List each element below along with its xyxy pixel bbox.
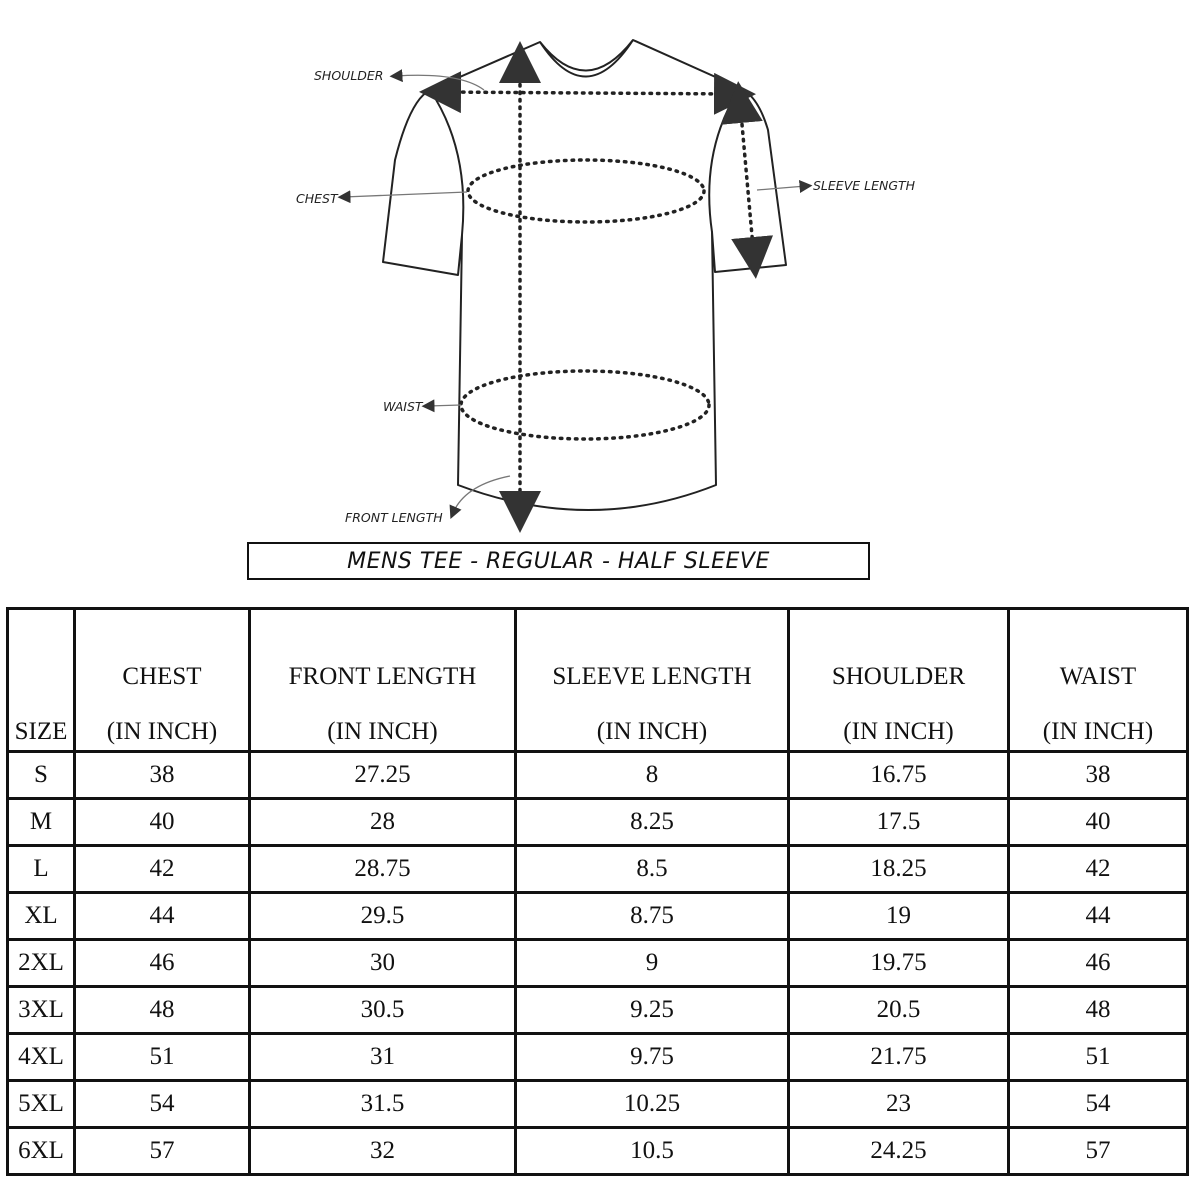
measurement-cell: 48: [1009, 987, 1188, 1034]
table-row: [8, 846, 1188, 893]
measurement-cell: 46: [1009, 940, 1188, 987]
header-waist: WAIST (IN INCH): [1009, 609, 1188, 752]
measurement-cell: 10.5: [516, 1128, 789, 1175]
size-cell: 4XL: [8, 1034, 75, 1081]
label-waist: WAIST: [383, 399, 423, 414]
measurement-cell: 18.25: [789, 846, 1009, 893]
measurement-guides: [440, 62, 754, 512]
measurement-cell: 8: [516, 752, 789, 799]
measurement-cell: 46: [75, 940, 250, 987]
table-row: [8, 1128, 1188, 1175]
label-shoulder: SHOULDER: [314, 68, 384, 83]
size-cell: S: [8, 752, 75, 799]
table-row: [8, 893, 1188, 940]
measurement-cell: 8.5: [516, 846, 789, 893]
measurement-cell: 8.25: [516, 799, 789, 846]
measurement-cell: 54: [1009, 1081, 1188, 1128]
measurement-cell: 28.75: [250, 846, 516, 893]
measurement-cell: 19.75: [789, 940, 1009, 987]
measurement-cell: 51: [1009, 1034, 1188, 1081]
measurement-cell: 44: [75, 893, 250, 940]
header-shoulder: SHOULDER (IN INCH): [789, 609, 1009, 752]
tshirt-diagram: [0, 0, 1200, 540]
measurement-cell: 38: [1009, 752, 1188, 799]
measurement-cell: 57: [75, 1128, 250, 1175]
measurement-cell: 29.5: [250, 893, 516, 940]
measurement-cell: 28: [250, 799, 516, 846]
header-sleeve-length: SLEEVE LENGTH (IN INCH): [516, 609, 789, 752]
measurement-cell: 31.5: [250, 1081, 516, 1128]
product-title: MENS TEE - REGULAR - HALF SLEEVE: [347, 548, 770, 574]
size-cell: 3XL: [8, 987, 75, 1034]
measurement-cell: 21.75: [789, 1034, 1009, 1081]
size-cell: 2XL: [8, 940, 75, 987]
measurement-cell: 32: [250, 1128, 516, 1175]
measurement-cell: 54: [75, 1081, 250, 1128]
measurement-cell: 31: [250, 1034, 516, 1081]
measurement-cell: 57: [1009, 1128, 1188, 1175]
measurement-cell: 17.5: [789, 799, 1009, 846]
size-chart-table: [6, 607, 1189, 1176]
header-front-length: FRONT LENGTH (IN INCH): [250, 609, 516, 752]
measurement-cell: 9.75: [516, 1034, 789, 1081]
size-cell: M: [8, 799, 75, 846]
size-cell: 6XL: [8, 1128, 75, 1175]
measurement-cell: 24.25: [789, 1128, 1009, 1175]
label-pointers: [344, 75, 806, 513]
table-row: [8, 1034, 1188, 1081]
size-cell: XL: [8, 893, 75, 940]
measurement-cell: 19: [789, 893, 1009, 940]
table-header-row: [8, 609, 1188, 752]
table-row: [8, 799, 1188, 846]
measurement-cell: 20.5: [789, 987, 1009, 1034]
measurement-cell: 30.5: [250, 987, 516, 1034]
measurement-cell: 9.25: [516, 987, 789, 1034]
header-size: SIZE: [8, 609, 75, 752]
label-sleeve-length: SLEEVE LENGTH: [813, 178, 916, 193]
measurement-cell: 10.25: [516, 1081, 789, 1128]
measurement-cell: 44: [1009, 893, 1188, 940]
size-cell: L: [8, 846, 75, 893]
table-row: [8, 987, 1188, 1034]
product-title-box: [247, 542, 870, 580]
size-cell: 5XL: [8, 1081, 75, 1128]
measurement-cell: 51: [75, 1034, 250, 1081]
measurement-cell: 8.75: [516, 893, 789, 940]
label-front-length: FRONT LENGTH: [345, 510, 443, 525]
label-chest: CHEST: [296, 191, 338, 206]
measurement-cell: 38: [75, 752, 250, 799]
measurement-cell: 42: [75, 846, 250, 893]
measurement-cell: 27.25: [250, 752, 516, 799]
table-row: [8, 1081, 1188, 1128]
measurement-cell: 16.75: [789, 752, 1009, 799]
measurement-cell: 9: [516, 940, 789, 987]
measurement-cell: 48: [75, 987, 250, 1034]
measurement-cell: 23: [789, 1081, 1009, 1128]
measurement-cell: 40: [75, 799, 250, 846]
table-row: [8, 940, 1188, 987]
measurement-cell: 42: [1009, 846, 1188, 893]
measurement-cell: 30: [250, 940, 516, 987]
measurement-cell: 40: [1009, 799, 1188, 846]
table-row: [8, 752, 1188, 799]
header-chest: CHEST (IN INCH): [75, 609, 250, 752]
